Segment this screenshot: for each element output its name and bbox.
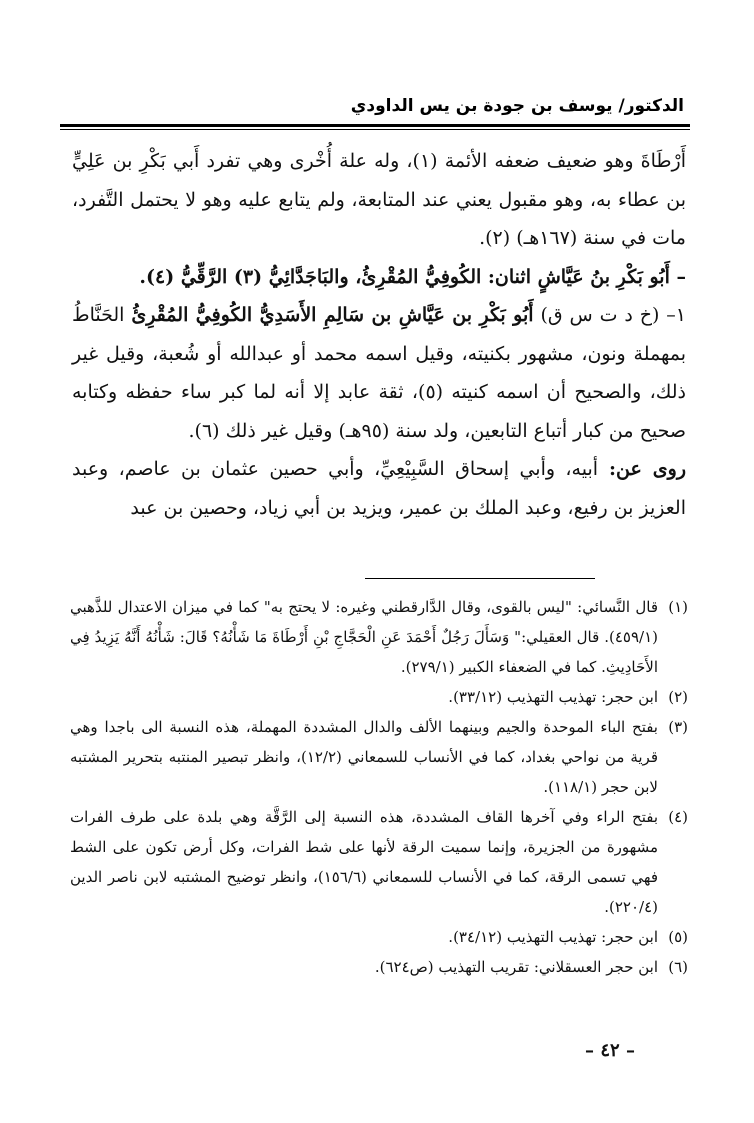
footnote-number: (٥) [668,928,688,946]
paragraph-emphasis: الكُوفِيُّ المُقْرِئُ، والبَاجَدَّائِيُّ (٣) الرَّقِّيُّ (٤). [139,265,482,288]
footnote-text: ابن حجر العسقلاني: تقريب التهذيب (ص٦٢٤). [374,958,658,976]
section-label: روى عن: [598,458,687,480]
footnote-number: (٣) [668,718,688,736]
header-rule-thin [60,129,690,130]
footnote [70,802,688,922]
footnote-number: (٢) [668,688,688,706]
footnote-text: بفتح الراء وفي آخرها القاف المشددة، هذه النسبة إلى الرَّقَّة وهي بلدة على طرف الفرات مشهورة من الجزيرة، وإنما سميت الرقة لأنها على شط الفرات، وكل أرض تكون على الشط فهي تسمى الرقة، كما في الأنساب للسمعاني (١٥٦/٦)، وانظر توضيح المشتبه لابن ناصر الدين (٢٢٠/٤). [70,808,658,916]
footnote-text: ابن حجر: تهذيب التهذيب (٣٣/١٢). [448,688,658,706]
footnote [70,952,688,982]
paragraph [72,258,686,297]
paragraph [72,450,686,527]
paragraph-text: أبيه، وأبي إسحاق السَّبِيْعِيِّ، وأبي حصين عثمان بن عاصم، وعبد العزيز بن رفيع، وعبد الملك بن عمير، ويزيد بن أبي زياد، وحصين بن عبد [72,458,686,519]
footnote-number: (١) [668,598,688,616]
narrator-name: أَبُو بَكْرِ بن عَيَّاشِ بن سَالِمِ الأَسَدِيُّ الكُوفِيُّ المُقْرِئُ [131,304,534,326]
footnote-text: قال النَّسائي: "ليس بالقوى، وقال الدَّارقطني وغيره: لا يحتج به" كما في ميزان الاعتدال للذَّهبي (٤٥٩/١). قال العقيلي:" وَسَأَلَ رَجُلٌ أَحْمَدَ عَنِ الْحَجَّاجِ بْنِ أَرْطَاةَ مَا شَأْنُهُ؟ قَالَ: شَأْنُهُ أَنَّهُ يَزِيدُ فِي الأَحَادِيثِ. كما في الضعفاء الكبير (٢٧٩/١). [70,598,658,676]
footnote-number: (٦) [668,958,688,976]
footnote-text: ابن حجر: تهذيب التهذيب (٣٤/١٢). [448,928,658,946]
paragraph-text: الحَنَّاطُ بمهملة ونون، مشهور بكنيته، وقيل اسمه محمد أو عبدالله أو شُعبة، وقيل غير ذلك، والصحيح أن اسمه كنيته (٥)، ثقة عابد إلا أنه لما كبر ساء حفظه وكتابه صحيح من كبار أتباع التابعين، ولد سنة (٩٥هـ) وقيل غير ذلك (٦). [72,304,686,442]
footnote [70,592,688,682]
page-number: – ٤٢ – [585,1040,635,1061]
footnote [70,922,688,952]
footnote-text: بفتح الباء الموحدة والجيم وبينهما الألف والدال المشددة المهملة، هذه النسبة الى باجدا وهي قرية من نواحي بغداد، كما في الأنساب للسمعاني (١٢/٢)، وانظر تبصير المنتبه بتحرير المشتبه لابن حجر (١١٨/١). [70,718,658,796]
footnote [70,712,688,802]
running-header: الدكتور/ يوسف بن جودة بن يس الداودي [350,96,684,116]
paragraph-lead: – أَبُو بَكْرِ بنُ عَيَّاشٍ اثنان: [481,265,686,288]
paragraph-lead: ١– (خ د ت س ق) [533,304,686,326]
footnotes [70,592,688,982]
footnote [70,682,688,712]
paragraph: أَرْطَاةَ وهو ضعيف ضعفه الأئمة (١)، وله علة أُخْرى وهي تفرد أَبي بَكْرِ بن عَلِيٍّ بن عطاء به، وهو مقبول يعني عند المتابعة، ولم يتابع عليه وهو لا يحتمل التَّفرد، مات في سنة (١٦٧هـ) (٢). [72,150,686,249]
footnote-separator [365,578,595,579]
header-rule [60,124,690,127]
main-text [72,142,686,527]
paragraph [72,296,686,450]
footnote-number: (٤) [668,808,688,826]
